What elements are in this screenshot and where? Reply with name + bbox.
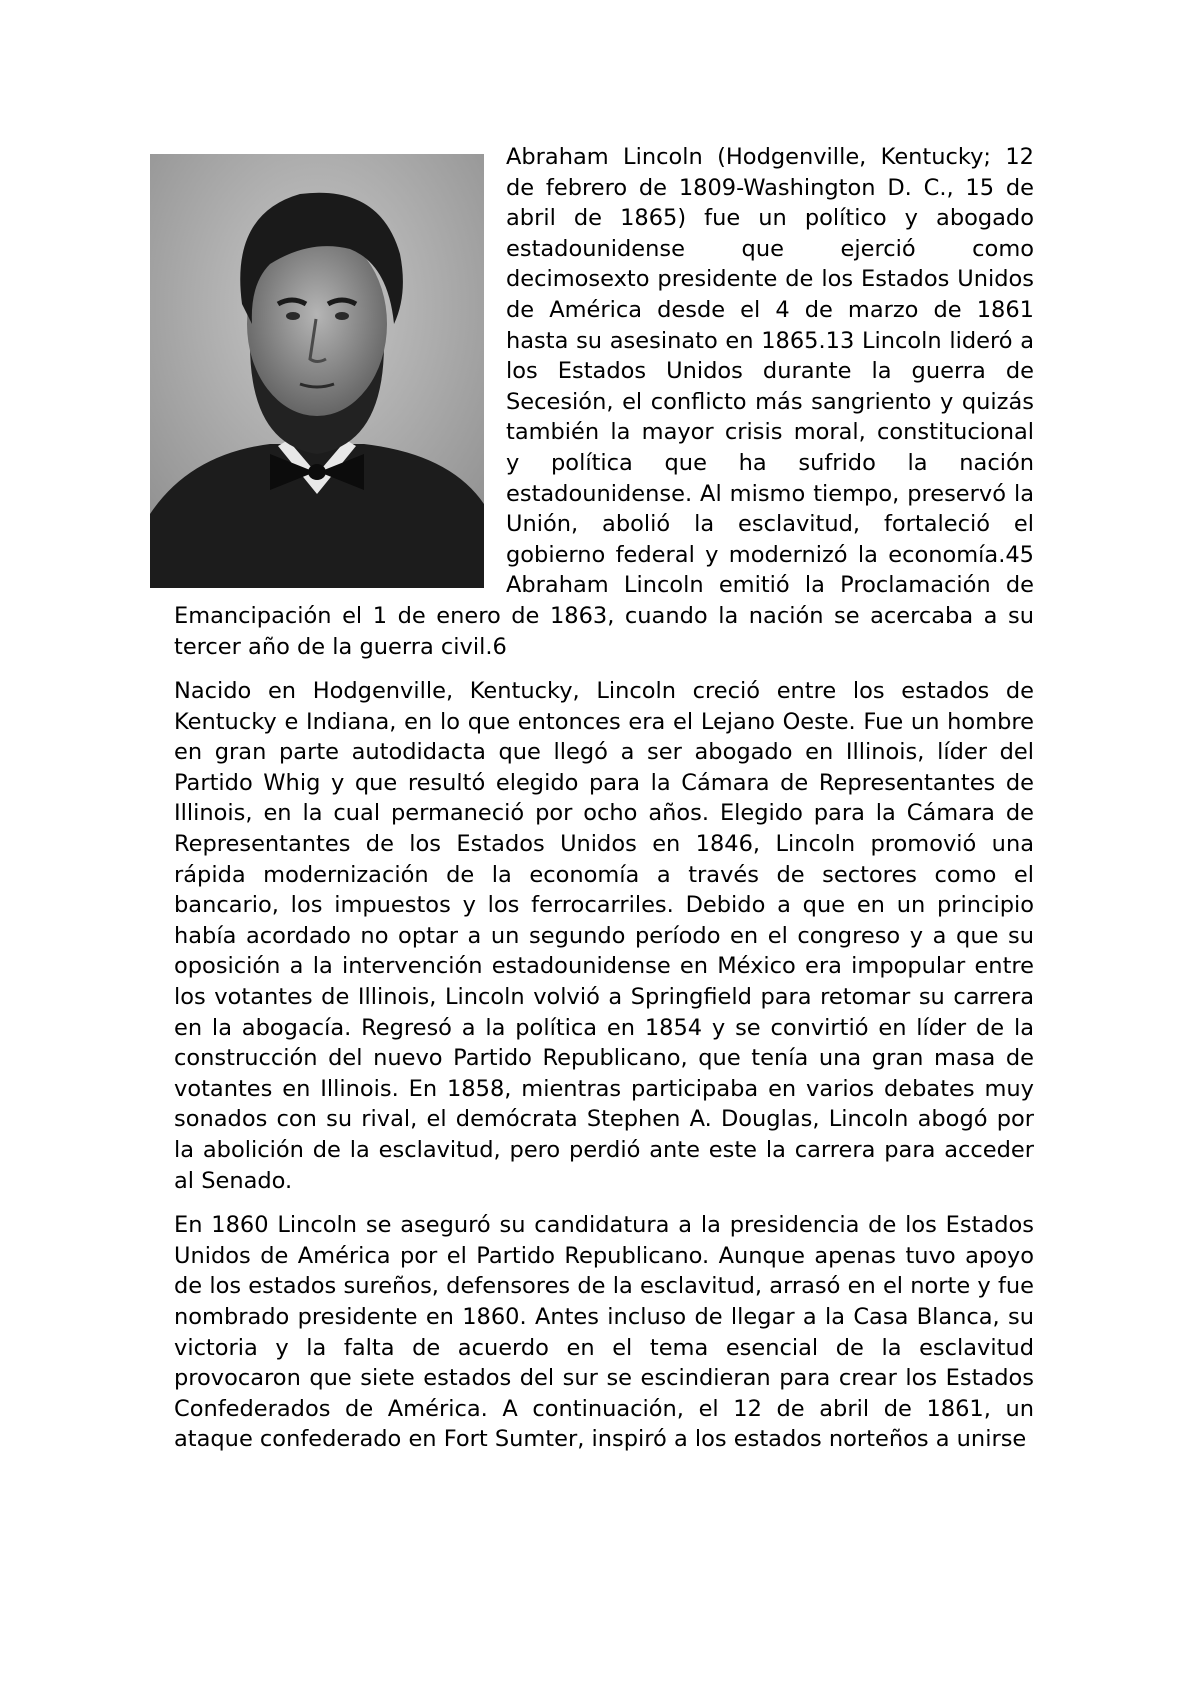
paragraph-early-life: Nacido en Hodgenville, Kentucky, Lincoln creció entre los estados de Kentucky e Indiana, en lo que entonces era el Lejano Oeste. Fue un hombre en gran parte autodidacta que llegó a ser abogado en Illinois, líder del Partido Whig y que resultó elegido para la Cámara de Representantes de Illinois, en la cual permaneció por ocho años. Elegido para la Cámara de Representantes de los Estados Unidos en 1846, Lincoln promovió una rápida modernización de la economía a través de sectores como el bancario, los impuestos y los ferrocarriles. Debido a que en un principio había acordado no optar a un segundo período en el congreso y a que su oposición a la intervención estadounidense en México era impopular entre los votantes de Illinois, Lincoln volvió a Springfield para retomar su carrera en la abogacía. Regresó a la política en 1854 y se convirtió en líder de la construcción del nuevo Partido Republicano, que tenía una gran masa de votantes en Illinois. En 1858, mientras participaba en varios debates muy sonados con su rival, el demócrata Stephen A. Douglas, Lincoln abogó por la abolición de la esclavitud, pero perdió ante este la carrera para acceder al Senado. [174,678,1034,1194]
document-body [174,142,1034,1469]
paragraph-presidency: En 1860 Lincoln se aseguró su candidatura a la presidencia de los Estados Unidos de América por el Partido Republicano. Aunque apenas tuvo apoyo de los estados sureños, defensores de la esclavitud, arrasó en el norte y fue nombrado presidente en 1860. Antes incluso de llegar a la Casa Blanca, su victoria y la falta de acuerdo en el tema esencial de la esclavitud provocaron que siete estados del sur se escindieran para crear los Estados Confederados de América. A continuación, el 12 de abril de 1861, un ataque confederado en Fort Sumter, inspiró a los estados norteños a unirse [174,1212,1034,1453]
paragraph-intro-text: Abraham Lincoln (Hodgenville, Kentucky; 12 de febrero de 1809-Washington D. C., 15 de abril de 1865) fue un político y abogado estadounidense que ejerció como decimosexto presidente de los Estados Unidos de América desde el 4 de marzo de 1861 hasta su asesinato en 1865.13 Lincoln lideró a los Estados Unidos durante la guerra de Secesión, el conflicto más sangriento y quizás también la mayor crisis moral, constitucional y política que ha sufrido la nación estadounidense. Al mismo tiempo, preservó la Unión, abolió la esclavitud, fortaleció el gobierno federal y modernizó la economía.45 Abraham Lincoln emitió la Proclamación de Emancipación el 1 de enero de 1863, cuando la nación se acercaba a su tercer año de la guerra civil.6 [174,144,1034,660]
paragraph-intro [174,142,1034,662]
portrait-photo-icon [150,154,484,588]
